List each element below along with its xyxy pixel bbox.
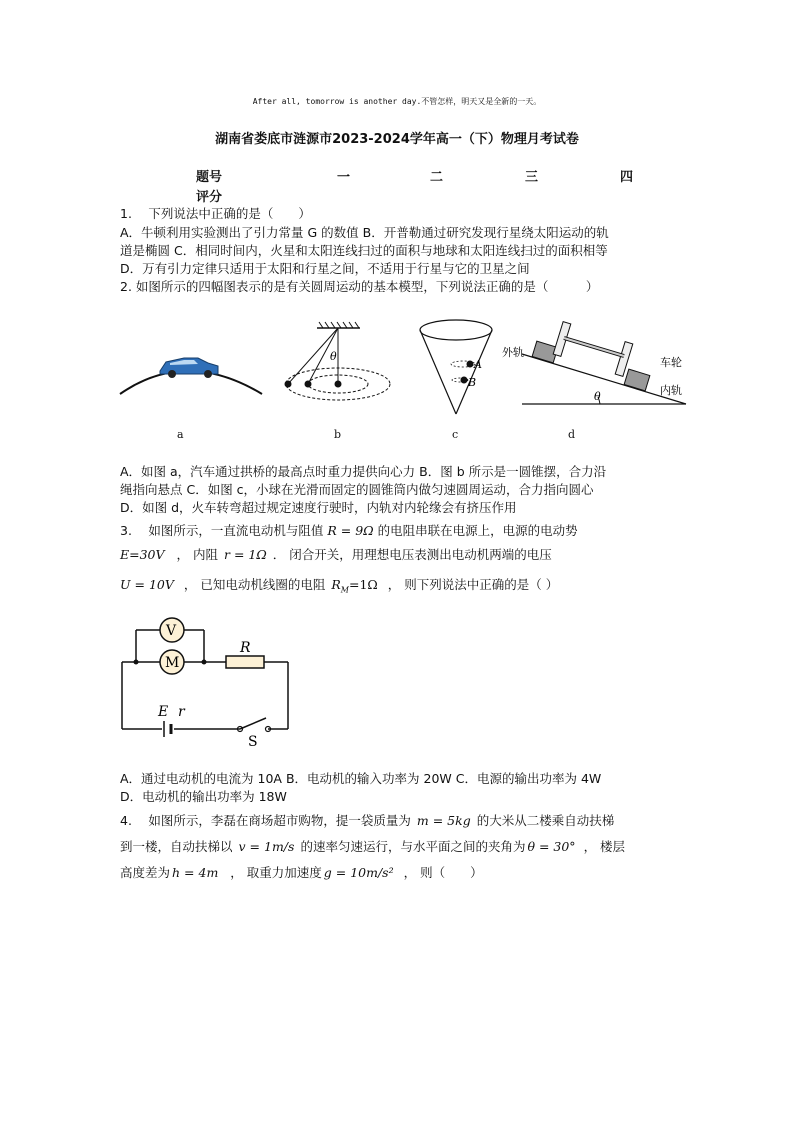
figure-d-outer-rail-label: 外轨	[502, 346, 524, 359]
figure-b-theta-label: θ	[330, 350, 337, 363]
circuit-resistor-label: R	[240, 640, 251, 656]
score-col-2: 二	[430, 170, 444, 185]
q1-option-line-1: A．牛顿利用实验测出了引力常量 G 的数值 B．开普勒通过研究发现行星绕太阳运动的轨	[120, 225, 609, 240]
score-row-label: 评分	[196, 190, 223, 205]
score-header-label: 题号	[196, 170, 223, 185]
q2-option-line-3: D．如图 d，火车转弯超过规定速度行驶时，内轨对内轮缘会有挤压作用	[120, 500, 517, 515]
q4-stem-line-1: 4. 如图所示，李磊在商场超市购物，提一袋质量为 m = 5kg 的大米从二楼乘自动扶梯	[120, 813, 615, 828]
figure-d-inner-rail-label: 内轨	[660, 384, 682, 397]
q3-internal-resistance-value: r = 1Ω	[224, 547, 267, 562]
figure-c-point-b: B	[468, 376, 477, 389]
figure-d-theta-label: θ	[594, 390, 601, 403]
q3-resistance-value: R = 9Ω	[327, 523, 374, 538]
q4-height-value: h = 4m	[172, 865, 219, 880]
figure-c-point-a: A	[474, 358, 482, 371]
q4-angle-value: θ = 30°	[527, 839, 576, 854]
q3-option-line-2: D．电动机的输出功率为 18W	[120, 789, 287, 804]
q3-emf-value: E=30V	[120, 547, 165, 562]
circuit-internal-r-label: r	[178, 704, 185, 720]
circuit-motor-symbol: M	[165, 655, 180, 671]
circuit-switch-label: S	[248, 734, 258, 750]
q1-stem: 1. 下列说法中正确的是（ ）	[120, 206, 311, 221]
figure-c-label: c	[452, 428, 459, 441]
score-table-header	[0, 166, 794, 184]
q2-stem: 2. 如图所示的四幅图表示的是有关圆周运动的基本模型，下列说法正确的是（ ）	[120, 279, 599, 294]
score-col-3: 三	[525, 170, 539, 185]
page-motto: After all, tomorrow is another day.不管怎样，明天又是全新的一天。	[252, 97, 542, 106]
exam-title: 湖南省娄底市涟源市2023-2024学年高一（下）物理月考试卷	[215, 132, 579, 147]
figure-d-label: d	[568, 428, 576, 441]
figure-d-banked-track	[502, 322, 686, 404]
q3-stem-line-3: U = 10V ， 已知电动机线圈的电阻 $R_M=1\Omega$ ， 则下列说法中正确的是（ ）	[120, 577, 559, 595]
q4-mass-value: m = 5kg	[416, 813, 471, 828]
q3-stem-line-2: E=30V ， 内阻 r = 1Ω ． 闭合开关，用理想电压表测出电动机两端的电压	[120, 547, 552, 562]
q3-voltage-value: U = 10V	[120, 577, 174, 592]
q1-option-line-3: D．万有引力定律只适用于太阳和行星之间，不适用于行星与它的卫星之间	[120, 261, 530, 276]
q3-circuit-diagram	[118, 612, 298, 752]
q1-option-line-2: 道是椭圆 C．相同时间内，火星和太阳连线扫过的面积与地球和太阳连线扫过的面积相等	[120, 243, 608, 258]
q3-motor-resistance-value: =1Ω	[349, 577, 378, 592]
q3-option-line-1: A．通过电动机的电流为 10A B．电动机的输入功率为 20W C．电源的输出功率为 4W	[120, 771, 602, 786]
score-col-4: 四	[620, 170, 634, 185]
q4-stem-line-2: 到一楼，自动扶梯以 v = 1m/s 的速率匀速运行，与水平面之间的夹角为 θ = 30° ， 楼层	[120, 839, 626, 854]
q2-option-line-1: A．如图 a，汽车通过拱桥的最高点时重力提供向心力 B．图 b 所示是一圆锥摆，合力沿	[120, 464, 607, 479]
q4-stem-line-3: 高度差为 h = 4m ， 取重力加速度 g = 10m/s² ， 则（ ）	[120, 865, 483, 880]
q3-stem-line-1: 3. 如图所示，一直流电动机与阻值 R = 9Ω 的电阻串联在电源上，电源的电动势	[120, 523, 578, 538]
circuit-emf-label: E	[158, 704, 169, 720]
figure-d-wheel-label: 车轮	[660, 356, 682, 369]
q4-gravity-value: g = 10m/s²	[323, 865, 394, 880]
q4-speed-value: v = 1m/s	[238, 839, 295, 854]
figure-c-cone	[420, 320, 492, 414]
figure-a-arch-bridge	[120, 358, 262, 394]
q2-option-line-2: 绳指向悬点 C．如图 c，小球在光滑而固定的圆锥筒内做匀速圆周运动，合力指向圆心	[120, 482, 594, 497]
figure-a-label: a	[177, 428, 184, 441]
figure-b-label: b	[334, 428, 342, 441]
circuit-voltmeter-symbol: V	[166, 623, 177, 639]
score-col-1: 一	[337, 170, 351, 185]
figure-b-conical-pendulum	[285, 322, 391, 400]
q2-figures	[112, 308, 692, 448]
